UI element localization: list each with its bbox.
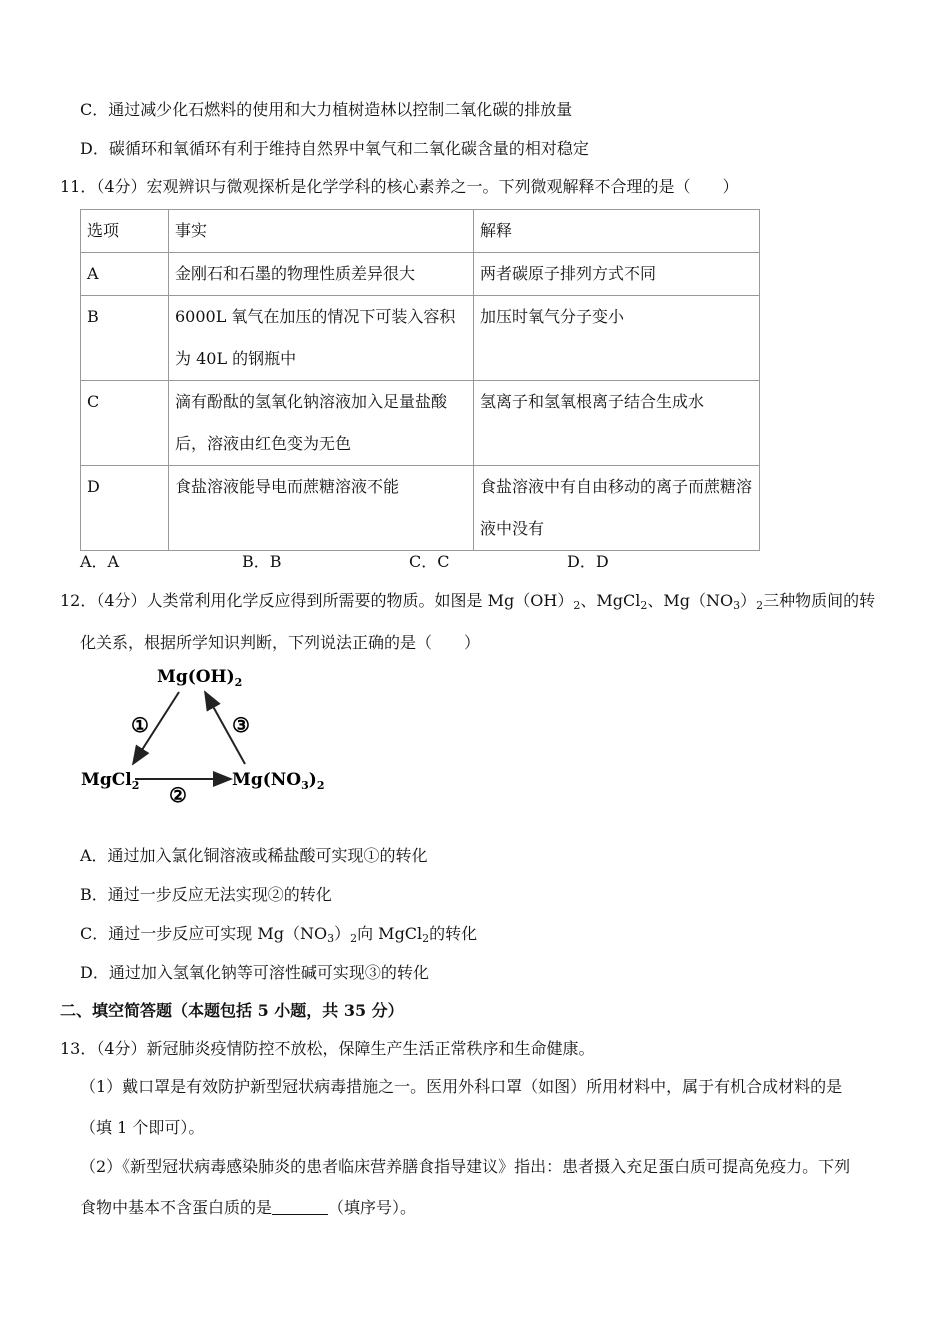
row-explain: 加压时氧气分子变小 — [474, 296, 760, 381]
q13-stem: 13．（4分）新冠肺炎疫情防控不放松，保障生产生活正常秩序和生命健康。 — [60, 1039, 595, 1058]
subscript: 3 — [327, 932, 335, 945]
table-header-row — [81, 210, 760, 253]
q12-stem-text: ） — [740, 591, 757, 610]
question-text: 食物中基本不含蛋白质的是 — [80, 1198, 273, 1217]
table-row — [81, 466, 760, 551]
q11-option-d: D．D — [567, 552, 609, 571]
q12-option-b: B．通过一步反应无法实现②的转化 — [80, 885, 332, 904]
subscript: 2 — [573, 599, 581, 612]
q11-option-b: B．B — [242, 552, 282, 571]
subscript: 2 — [422, 932, 430, 945]
q12-stem-text: 12．（4分）人类常利用化学反应得到所需要的物质。如图是 Mg（OH） — [60, 591, 574, 610]
option-text: 的转化 — [429, 924, 478, 943]
option-text: 向 MgCl — [357, 924, 423, 943]
row-option: A — [81, 253, 169, 296]
label-3: ③ — [232, 713, 250, 737]
header-explain: 解释 — [474, 210, 760, 253]
label-2: ② — [169, 783, 187, 807]
question-text: （填序号）。 — [328, 1198, 417, 1217]
subscript: 3 — [733, 599, 741, 612]
q12-stem-line2: 化关系，根据所学知识判断，下列说法正确的是（ ） — [80, 633, 481, 652]
q12-stem-line1 — [60, 591, 875, 611]
q12-option-a: A．通过加入氯化铜溶液或稀盐酸可实现①的转化 — [80, 846, 428, 865]
row-option: D — [81, 466, 169, 551]
prev-option-d: D．碳循环和氧循环有利于维持自然界中氧气和二氧化碳含量的相对稳定 — [80, 139, 589, 158]
q13-part2-line1: （2）《新型冠状病毒感染肺炎的患者临床营养膳食指导建议》指出：患者摄入充足蛋白质可提高免疫力。下列 — [80, 1157, 851, 1176]
row-fact: 金刚石和石墨的物理性质差异很大 — [169, 253, 474, 296]
q12-stem-text: 、MgCl — [580, 591, 641, 610]
table-row — [81, 253, 760, 296]
q13-part2-line2 — [80, 1198, 416, 1218]
q11-option-c: C．C — [409, 552, 450, 571]
diagram-mgno32: $Mg(NO_3)_2$ — [232, 770, 325, 792]
q12-stem-text: 、Mg（NO — [647, 591, 734, 610]
q11-stem: 11．（4分）宏观辨识与微观探析是化学学科的核心素养之一。下列微观解释不合理的是（ ） — [60, 177, 739, 196]
subscript: 2 — [756, 599, 764, 612]
subscript: 2 — [350, 932, 358, 945]
q12-option-c — [80, 924, 477, 944]
row-explain: 两者碳原子排列方式不同 — [474, 253, 760, 296]
row-explain: 氢离子和氢氧根离子结合生成水 — [474, 381, 760, 466]
q13-part1-line1: （1）戴口罩是有效防护新型冠状病毒措施之一。医用外科口罩（如图）所用材料中，属于有机合成材料的是 — [80, 1077, 843, 1096]
row-fact: 食盐溶液能导电而蔗糖溶液不能 — [169, 466, 474, 551]
conversion-diagram — [75, 660, 335, 810]
row-explain: 食盐溶液中有自由移动的离子而蔗糖溶液中没有 — [474, 466, 760, 551]
row-option: C — [81, 381, 169, 466]
table-row — [81, 381, 760, 466]
row-fact: 滴有酚酞的氢氧化钠溶液加入足量盐酸后，溶液由红色变为无色 — [169, 381, 474, 466]
answer-blank[interactable] — [272, 1198, 328, 1215]
q11-option-a: A．A — [80, 552, 120, 571]
prev-option-c: C．通过减少化石燃料的使用和大力植树造林以控制二氧化碳的排放量 — [80, 100, 573, 119]
diagram-mgcl2: MgCl$_2$ — [81, 770, 140, 792]
diagram-mgoh2: $Mg(OH)_2$ — [157, 667, 243, 689]
q11-table — [80, 209, 760, 551]
subscript: 2 — [640, 599, 648, 612]
option-text: ） — [334, 924, 351, 943]
q13-part1-line2: （填 1 个即可）。 — [80, 1118, 205, 1137]
row-option: B — [81, 296, 169, 381]
header-fact: 事实 — [169, 210, 474, 253]
q12-option-d: D．通过加入氢氧化钠等可溶性碱可实现③的转化 — [80, 963, 429, 982]
table-row — [81, 296, 760, 381]
option-text: C．通过一步反应可实现 Mg（NO — [80, 924, 328, 943]
label-1: ① — [131, 713, 149, 737]
section-title: 二、填空简答题（本题包括 5 小题，共 35 分） — [60, 1001, 404, 1020]
q12-stem-text: 三种物质间的转 — [763, 591, 876, 610]
header-option: 选项 — [81, 210, 169, 253]
row-fact: 6000L 氧气在加压的情况下可装入容积为 40L 的钢瓶中 — [169, 296, 474, 381]
